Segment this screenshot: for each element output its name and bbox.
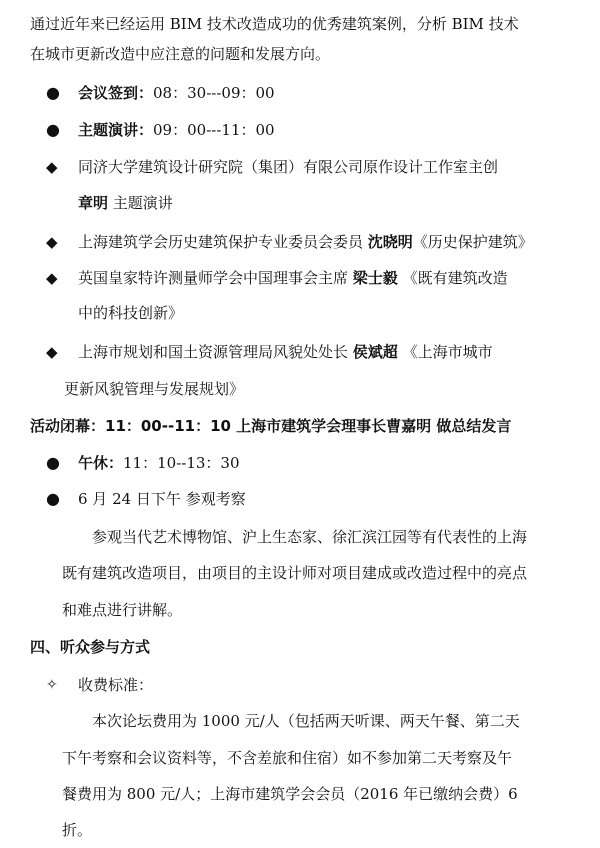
lunch-line (78, 453, 240, 473)
visit-para-line-2: 既有建筑改造项目，由项目的主设计师对项目建成或改造过程中的亮点 (62, 564, 528, 582)
lunch-label: 午休： (78, 454, 124, 472)
speaker-3-line-1 (78, 268, 508, 288)
keynote-label: 主题演讲： (78, 121, 154, 139)
speaker-1-line-2 (78, 193, 173, 213)
speaker-1-line-1: 同济大学建筑设计研究院（集团）有限公司原作设计工作室主创 (78, 158, 499, 176)
speaker-4-line-2: 更新风貌管理与发展规划》 (64, 380, 245, 398)
intro-line-1: 通过近年来已经运用 BIM 技术改造成功的优秀建筑案例，分析 BIM 技术 (30, 15, 519, 33)
keynote-line (78, 120, 275, 140)
speaker-4-topic: 《上海市城市 (397, 343, 493, 361)
bullet-dot-icon: ● (46, 120, 60, 139)
speaker-1-role: 主题演讲 (108, 194, 173, 212)
speaker-4-org: 上海市规划和国土资源管理局风貌处处长 (78, 343, 353, 361)
fee-para-line-3: 餐费用为 800 元/人；上海市建筑学会会员（2016 年已缴纳会费）6 (62, 785, 518, 803)
speaker-3-org: 英国皇家特许测量师学会中国理事会主席 (78, 269, 353, 287)
visit-para-line-3: 和难点进行讲解。 (62, 601, 183, 619)
fee-para-line-1: 本次论坛费用为 1000 元/人（包括两天听课、两天午餐、第二天 (92, 712, 520, 730)
section-4-title: 四、听众参与方式 (30, 638, 151, 656)
speaker-2-line (78, 232, 533, 252)
bullet-dot-icon: ● (46, 83, 60, 102)
signin-line (78, 83, 275, 103)
fee-label: 收费标准： (78, 676, 154, 694)
signin-time: 08：30---09：00 (153, 84, 275, 102)
bullet-diamond-icon: ◆ (46, 269, 58, 287)
speaker-1-name: 章明 (78, 194, 109, 212)
speaker-3-line-2: 中的科技创新》 (78, 304, 184, 322)
bullet-diamond-icon: ◆ (46, 158, 58, 176)
speaker-2-topic: 《历史保护建筑》 (412, 233, 533, 251)
visit-title: 6 月 24 日下午 参观考察 (78, 490, 246, 508)
closing-line: 活动闭幕：11：00--11：10 上海市建筑学会理事长曹嘉明 做总结发言 (30, 417, 512, 435)
visit-para-line-1: 参观当代艺术博物馆、沪上生态家、徐汇滨江园等有代表性的上海 (92, 528, 528, 546)
speaker-4-name: 侯斌超 (352, 343, 398, 361)
speaker-3-name: 梁士毅 (352, 269, 398, 287)
bullet-dot-icon: ● (46, 489, 60, 508)
speaker-4-line-1 (78, 342, 493, 362)
speaker-2-org: 上海建筑学会历史建筑保护专业委员会委员 (78, 233, 368, 251)
fee-para-line-4: 折。 (62, 821, 93, 839)
speaker-3-topic: 《既有建筑改造 (397, 269, 508, 287)
speaker-2-name: 沈晓明 (367, 233, 413, 251)
signin-label: 会议签到： (78, 84, 154, 102)
fee-para-line-2: 下午考察和会议资料等，不含差旅和住宿）如不参加第二天考察及午 (62, 749, 513, 767)
keynote-time: 09：00---11：00 (153, 121, 275, 139)
bullet-hollow-diamond-icon: ✧ (46, 677, 58, 693)
bullet-dot-icon: ● (46, 453, 60, 472)
bullet-diamond-icon: ◆ (46, 233, 58, 251)
intro-line-2: 在城市更新改造中应注意的问题和发展方向。 (30, 45, 331, 63)
bullet-diamond-icon: ◆ (46, 343, 58, 361)
lunch-time: 11：10--13：30 (123, 454, 240, 472)
